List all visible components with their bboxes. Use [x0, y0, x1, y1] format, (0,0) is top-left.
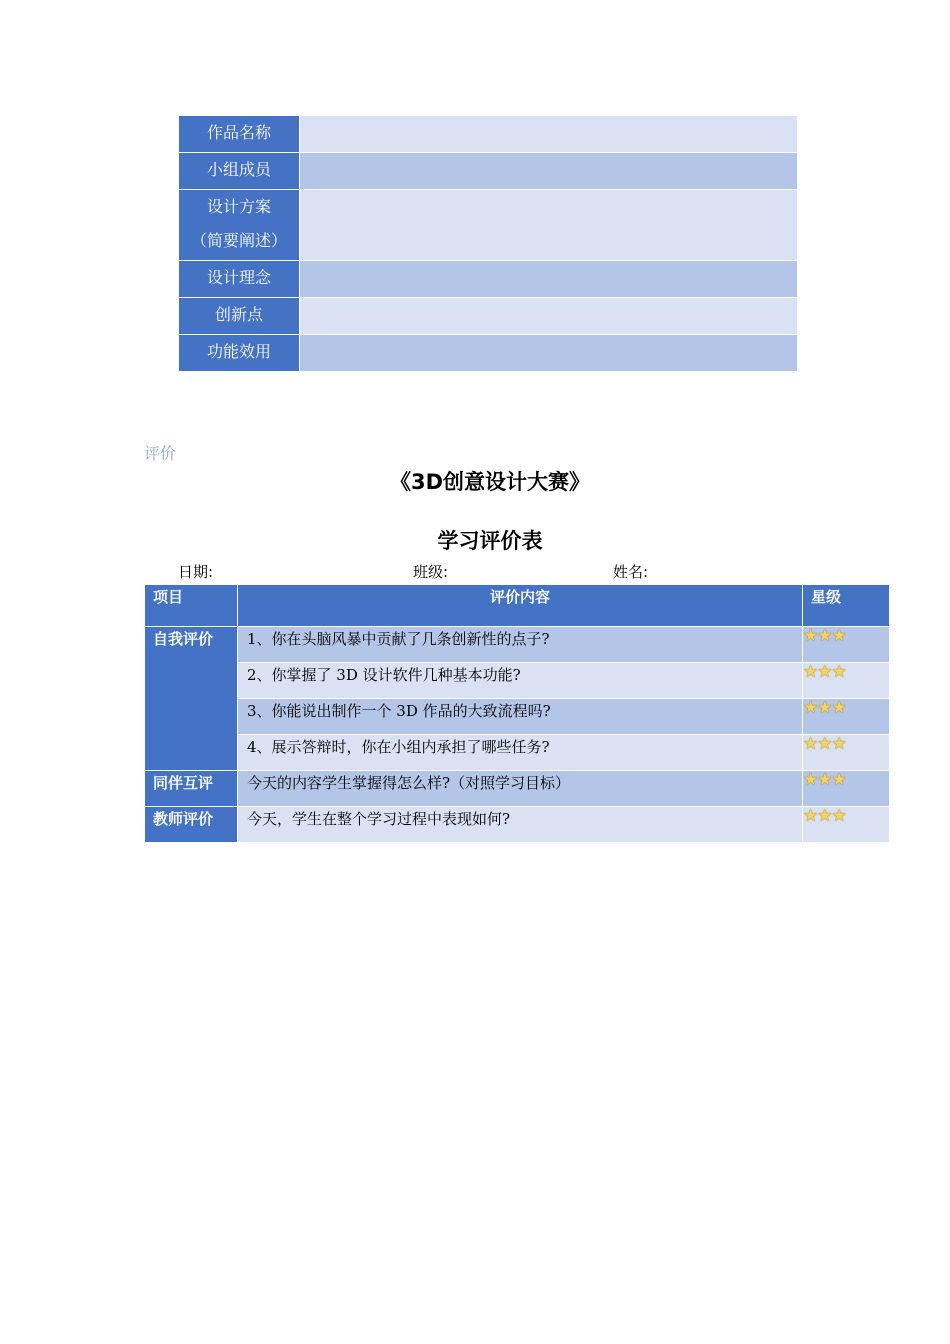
table-row	[145, 735, 890, 771]
star-icon: ★	[817, 806, 833, 826]
star-rating[interactable]	[803, 807, 890, 843]
info-label: 小组成员	[179, 153, 300, 190]
star-icon: ★	[817, 734, 833, 754]
section-heading: 评价	[144, 444, 177, 463]
star-icon: ★	[803, 806, 819, 826]
info-value-cell[interactable]	[300, 261, 798, 298]
info-value-cell[interactable]	[300, 153, 798, 190]
table-header-row	[145, 585, 890, 627]
info-row-innovation	[179, 298, 798, 335]
info-row-design-concept	[179, 261, 798, 298]
info-label: 功能效用	[179, 335, 300, 372]
table-row	[145, 627, 890, 663]
star-icon: ★	[803, 662, 819, 682]
info-value-cell[interactable]	[300, 116, 798, 153]
info-row-group-members	[179, 153, 798, 190]
category-teacher-eval: 教师评价	[145, 807, 238, 843]
star-rating[interactable]	[803, 699, 890, 735]
name-label: 姓名:	[613, 563, 649, 581]
class-label: 班级:	[413, 563, 449, 581]
document-subtitle: 学习评价表	[437, 529, 543, 553]
star-rating[interactable]	[803, 735, 890, 771]
header-rating: 星级	[803, 585, 890, 627]
eval-question: 2、你掌握了 3D 设计软件几种基本功能?	[238, 663, 803, 699]
star-rating[interactable]	[803, 771, 890, 807]
evaluation-table	[144, 584, 890, 843]
category-self-eval: 自我评价	[145, 627, 238, 771]
star-icon: ★	[817, 698, 833, 718]
info-value-cell[interactable]	[300, 335, 798, 372]
info-label: 设计理念	[179, 261, 300, 298]
star-icon: ★	[817, 626, 833, 646]
eval-question: 今天，学生在整个学习过程中表现如何?	[238, 807, 803, 843]
category-peer-eval: 同伴互评	[145, 771, 238, 807]
info-label: 创新点	[179, 298, 300, 335]
star-icon: ★	[831, 770, 847, 790]
star-rating[interactable]	[803, 663, 890, 699]
star-icon: ★	[831, 626, 847, 646]
star-icon: ★	[803, 770, 819, 790]
eval-question: 3、你能说出制作一个 3D 作品的大致流程吗?	[238, 699, 803, 735]
info-value-cell[interactable]	[300, 298, 798, 335]
star-icon: ★	[831, 734, 847, 754]
table-row	[145, 807, 890, 843]
table-row	[145, 663, 890, 699]
info-value-cell[interactable]	[300, 190, 798, 261]
document-title: 《3D创意设计大赛》	[389, 470, 591, 494]
star-icon: ★	[831, 806, 847, 826]
table-row	[145, 699, 890, 735]
header-content: 评价内容	[238, 585, 803, 627]
eval-question: 4、展示答辩时，你在小组内承担了哪些任务?	[238, 735, 803, 771]
star-icon: ★	[831, 698, 847, 718]
info-label: 设计方案 （简要阐述）	[179, 190, 300, 261]
star-icon: ★	[817, 770, 833, 790]
project-info-table	[178, 115, 798, 372]
star-rating[interactable]	[803, 627, 890, 663]
star-icon: ★	[817, 662, 833, 682]
star-icon: ★	[803, 698, 819, 718]
eval-question: 今天的内容学生掌握得怎么样?（对照学习目标）	[238, 771, 803, 807]
star-icon: ★	[803, 734, 819, 754]
info-row-design-plan	[179, 190, 798, 261]
date-label: 日期:	[178, 563, 214, 581]
info-row-work-name	[179, 116, 798, 153]
info-row-function	[179, 335, 798, 372]
table-row	[145, 771, 890, 807]
info-label: 作品名称	[179, 116, 300, 153]
header-item: 项目	[145, 585, 238, 627]
eval-question: 1、你在头脑风暴中贡献了几条创新性的点子?	[238, 627, 803, 663]
star-icon: ★	[803, 626, 819, 646]
star-icon: ★	[831, 662, 847, 682]
